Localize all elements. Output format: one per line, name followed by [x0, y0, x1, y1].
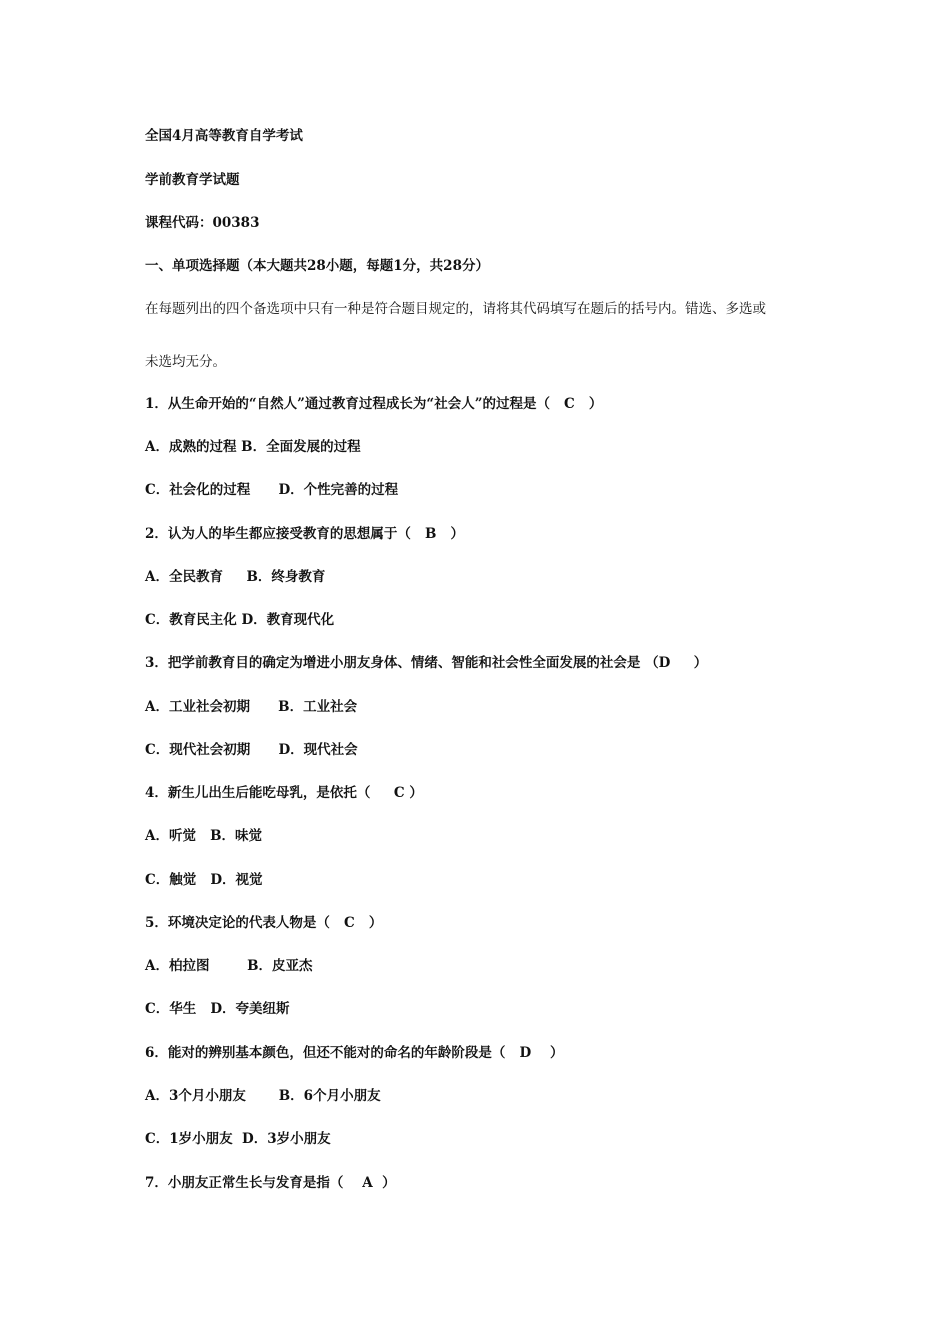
question-6-stem: 6．能对的辨别基本颜色，但还不能对的命名的年龄阶段是（ D ）: [145, 1045, 564, 1061]
question-3-options-a-b: A．工业社会初期 B．工业社会: [145, 699, 358, 715]
question-5-options-c-d: C．华生 D．夸美纽斯: [145, 1001, 290, 1017]
subject-title: 学前教育学试题: [145, 172, 240, 188]
section-heading: 一、单项选择题（本大题共28小题，每题1分，共28分）: [145, 258, 489, 274]
exam-title: 全国4月高等教育自学考试: [145, 128, 303, 144]
question-6-options-a-b: A．3个月小朋友 B．6个月小朋友: [145, 1088, 381, 1104]
question-4-options-a-b: A．听觉 B．味觉: [145, 828, 262, 844]
question-7-stem: 7．小朋友正常生长与发育是指（ A ）: [145, 1175, 396, 1191]
question-1-options-a-b: A．成熟的过程 B．全面发展的过程: [145, 439, 361, 455]
question-4-options-c-d: C．触觉 D．视觉: [145, 872, 263, 888]
question-2-options-c-d: C．教育民主化 D．教育现代化: [145, 612, 335, 628]
course-code: 课程代码：00383: [145, 215, 260, 231]
question-5-stem: 5．环境决定论的代表人物是（ C ）: [145, 915, 383, 931]
question-4-stem: 4．新生儿出生后能吃母乳，是依托（ C ）: [145, 785, 423, 801]
question-6-options-c-d: C．1岁小朋友 D．3岁小朋友: [145, 1131, 331, 1147]
question-1-options-c-d: C．社会化的过程 D．个性完善的过程: [145, 482, 399, 498]
question-3-options-c-d: C．现代社会初期 D．现代社会: [145, 742, 358, 758]
question-1-stem: 1．从生命开始的“自然人”通过教育过程成长为“社会人”的过程是（ C ）: [145, 396, 603, 412]
question-2-stem: 2．认为人的毕生都应接受教育的思想属于（ B ）: [145, 526, 465, 542]
question-2-options-a-b: A．全民教育 B．终身教育: [145, 569, 326, 585]
question-3-stem: 3．把学前教育目的确定为增进小朋友身体、情绪、智能和社会性全面发展的社会是 （D ）: [145, 655, 708, 671]
instruction-line-1: 在每题列出的四个备选项中只有一种是符合题目规定的，请将其代码填写在题后的括号内。错选、多选或: [145, 301, 766, 317]
question-5-options-a-b: A．柏拉图 B．皮亚杰: [145, 958, 313, 974]
instruction-line-2: 未选均无分。: [145, 354, 226, 370]
